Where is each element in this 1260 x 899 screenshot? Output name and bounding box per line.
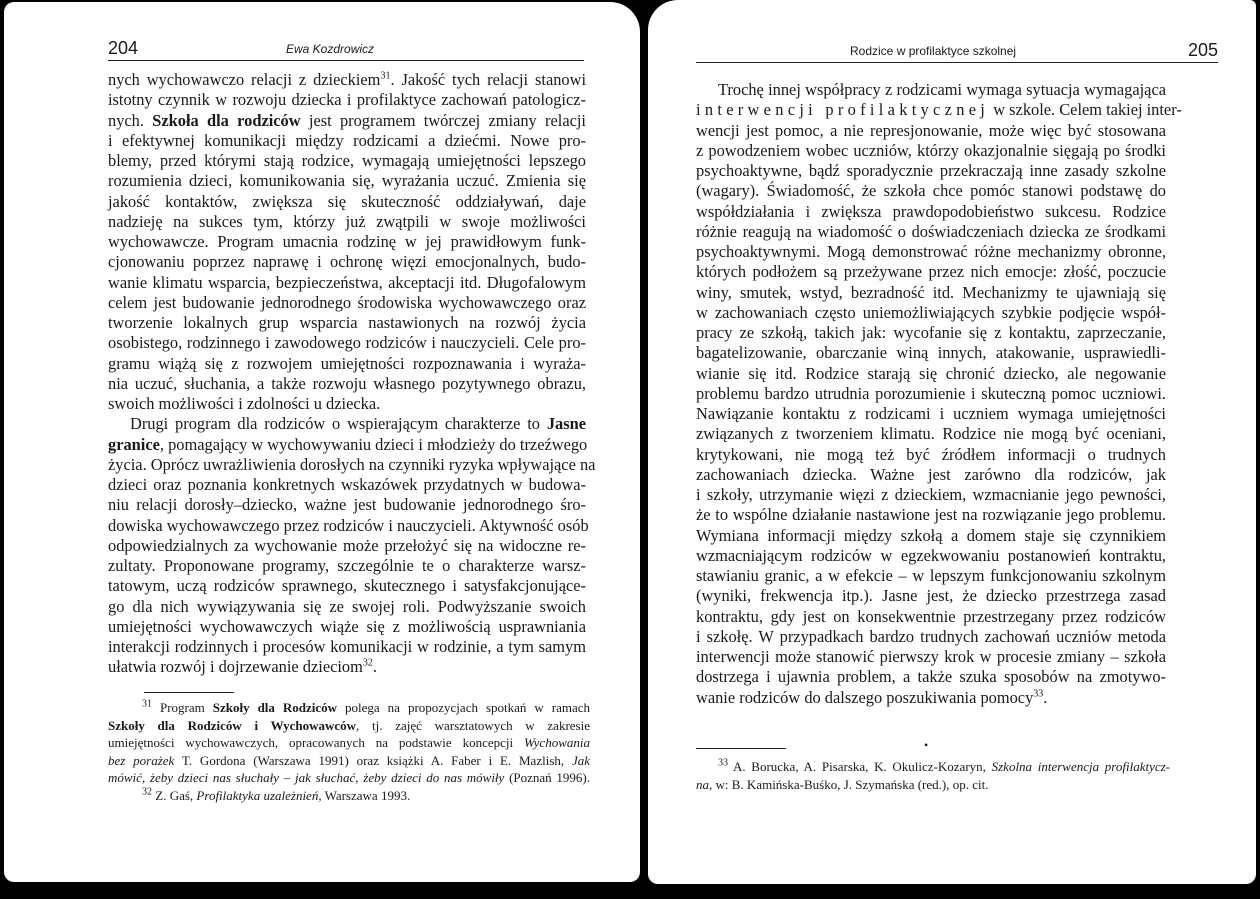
text-line: Nawiązanie kontaktu z rodzicami i uczniem wymaga umiejętności <box>696 404 1166 423</box>
text-line: psychoaktywnymi. Mogą demonstrować różne mechanizmy obronne, <box>696 242 1166 261</box>
text-line: wanie klimatu wsparcia, bezpieczeństwa, akceptacji itd. Długofalowym <box>108 272 586 292</box>
right-page <box>648 0 1256 884</box>
text-line: gramu wiążą się z rozwojem umiejętności rozpoznawania i wyraża- <box>108 353 586 373</box>
separator-mark: • <box>924 738 929 752</box>
text-line: (wyniki, frekwencja itp.). Jasne jest, że dziecko przestrzega zasad <box>696 586 1166 606</box>
text-line: nych wychowawczo relacji z dzieckiem$^{31}$. Jakość tych relacji stanowi <box>108 70 586 89</box>
text-line: psychoaktywne, bądź sporadycznie przekraczają inne zasady szkolne <box>696 161 1166 180</box>
text-line: rozumienia dzieci, komunikowania się, wyrażania uczuć. Zmienia się <box>108 171 586 191</box>
text-line: nych. Szkoła dla rodziców jest programem twórczej zmiany relacji <box>108 110 586 130</box>
text-line: tatowym, uczą rodziców sprawnego, skutecznego i satysfakcjonujące- <box>108 576 586 596</box>
text-line: interwencji może stanowić pierwszy krok w procesie zmiany – szkoła <box>696 647 1166 666</box>
text-line: wzmacniającym rodziców w egzekwowaniu postanowień kontraktu, <box>696 545 1166 565</box>
text-line: niu relacji dorosły–dziecko, ważne jest budowanie jednorodnego śro- <box>108 495 586 515</box>
text-line: związanych z tworzeniem klimatu. Rodzice nie mogą być oceniani, <box>696 424 1166 444</box>
footnote-line: umiejętności wychowawczych, opracowanych na podstawie koncepcji Wychowania <box>108 735 590 750</box>
footnote-rule <box>696 748 786 749</box>
header-rule <box>108 60 584 61</box>
left-header <box>108 38 584 60</box>
footnote-line: $^{32}$ Z. Gaś, Profilaktyka uzależnień, Warszawa 1993. <box>142 786 411 803</box>
text-line: Drugi program dla rodziców o wspierającym charakterze to Jasne <box>130 414 586 434</box>
text-line: zultaty. Proponowane programy, szczególnie te o charakterze warsz- <box>108 556 586 575</box>
text-line: celem jest budowanie jednorodnego środowiska wychowawczego oraz <box>108 292 586 312</box>
text-line: których podłożem są przeżywane przez nich emocje: złość, poczucie <box>696 262 1166 282</box>
footnote-line: $^{33}$ A. Borucka, A. Pisarska, K. Okulicz-Kozaryn, Szkolna interwencja profilaktycz- <box>718 757 1171 774</box>
text-line: nia uczuć, słuchania, a także rozwoju własnego pozytywnego obrazu, <box>108 373 586 393</box>
right-body-text <box>696 80 1182 708</box>
text-line: odpowiedzialnych za wychowanie może przełożyć się na widoczne re- <box>108 535 586 555</box>
footnote-ref: 33 <box>1033 688 1044 700</box>
text-line: Wymiana informacji między szkołą a domem staje się czynnikiem <box>696 525 1166 545</box>
right-footnotes <box>696 758 1170 793</box>
text-line: blemy, przed którymi stają rodzice, wymagają umiejętności lepszego <box>108 151 586 170</box>
text-line: stawianiu granic, a w efekcie – w lepszym funkcjonowaniu szkolnym <box>696 566 1166 585</box>
text-line: umiejętności wychowawczych wiąże się z możliwością usprawniania <box>108 616 586 636</box>
bold-term: Szkoła dla rodziców <box>152 110 301 130</box>
footnote-line: bez porażek T. Gordona (Warszawa 1991) oraz książki A. Faber i E. Mazlish, Jak <box>108 752 591 768</box>
text-line: dzieci oraz poznania konkretnych wskazówek przydatnych w budowa- <box>108 475 586 494</box>
bold-term: granice <box>108 434 160 454</box>
text-line: wychowawcze. Program umacnia rodzinę w jej prawidłowym funk- <box>108 232 586 251</box>
text-line: i szkoły, utrzymanie więzi z dzieckiem, wzmacnianie jego pewności, <box>696 485 1166 504</box>
text-line: ułatwia rozwój i dojrzewanie dzieciom$^{32}$. <box>108 657 377 677</box>
text-line: go dla nich wywiązywania się ze swojej roli. Podwyższanie swoich <box>108 596 586 616</box>
footnote-ref: 31 <box>380 70 391 82</box>
footnote-ref: 32 <box>362 657 373 669</box>
text-line: i efektywnej komunikacji między rodzicami a dziećmi. Nowe pro- <box>108 130 586 150</box>
text-line: interakcji rodzinnych i procesów komunikacji w rodzinie, a tym samym <box>108 637 586 656</box>
running-head: Rodzice w profilaktyce szkolnej <box>850 44 1017 58</box>
text-line: życia. Oprócz uwrażliwienia dorosłych na czynniki ryzyka wpływające na <box>108 454 596 474</box>
text-line: tworzenie lokalnych grup wsparcia nastawionych na rozwój życia <box>108 313 586 332</box>
page-number: 204 <box>108 38 139 58</box>
text-line: swoich możliwości i zdolności u dziecka. <box>108 394 381 413</box>
text-line: w zachowaniach często uniemożliwiających szybkie podjęcie współ- <box>696 302 1166 322</box>
text-line: problemu bardzo utrudnia porozumienie i skuteczną pomoc uczniowi. <box>696 383 1166 403</box>
text-line: kontraktu, gdy jest on konsekwentnie przestrzegany przez rodziców <box>696 606 1166 626</box>
left-footnotes <box>108 699 590 804</box>
text-line: winy, smutek, wstyd, bezradność itd. Mechanizmy te ujawniają się <box>696 282 1166 302</box>
text-line: pracy ze szkołą, takich jak: wycofanie się z kontaktu, zaprzeczanie, <box>696 323 1166 342</box>
text-line: cjonowaniu poprzez naprawę i ochronę więzi emocjonalnych, budo- <box>108 252 586 272</box>
text-line: i szkołę. W przypadkach bardzo trudnych zachowań uczniów metoda <box>696 626 1166 646</box>
footnote-line: mówić, żeby dzieci nas słuchały – jak słuchać, żeby dzieci do nas mówiły (Poznań 1996). <box>108 770 590 785</box>
spaced-term: interwencji profilaktycznej <box>696 100 990 120</box>
right-header <box>696 40 1218 62</box>
text-line: (wagary). Świadomość, że szkoła chce pomóc stanowi podstawę do <box>696 181 1166 201</box>
bold-term: Jasne <box>546 414 586 434</box>
text-line: z powodzeniem wobec uczniów, którzy okazjonalnie sięgają po środki <box>696 140 1166 160</box>
text-line: współdziałania i zwiększa prawdopodobieństwo sukcesu. Rodzice <box>696 201 1166 221</box>
text-line: nadzieję na sukces tym, którzy już zwątpili w swoje możliwości <box>108 211 586 231</box>
footnote-rule <box>144 692 234 693</box>
text-line: wencji jest pomoc, a nie represjonowanie, może więc być stosowana <box>696 120 1166 140</box>
text-line: zachowaniach dziecka. Ważne jest zarówno dla rodziców, jak <box>696 464 1166 484</box>
running-head: Ewa Kozdrowicz <box>286 42 375 56</box>
footnote-line: Szkoły dla Rodziców i Wychowawców, tj. zajęć warsztatowych w zakresie <box>108 717 590 733</box>
page-number: 205 <box>1187 40 1218 60</box>
text-line: granice, pomagający w wychowywaniu dzieci i młodzieży do trzeźwego <box>108 434 588 454</box>
text-line: wanie rodziców do dalszego poszukiwania pomocy$^{33}$. <box>696 687 1048 707</box>
text-line: krytykowani, nie mogą też być źródłem informacji o trudnych <box>696 444 1166 464</box>
text-line: Trochę innej współpracy z rodzicami wymaga sytuacja wymagająca <box>718 80 1166 99</box>
left-body-text <box>108 70 596 678</box>
text-line: dowiska wychowawczego przez rodziców i nauczycieli. Aktywność osób <box>108 515 589 535</box>
header-rule <box>696 62 1218 63</box>
left-page <box>4 2 640 882</box>
text-line: różnie reagują na wiadomość o doświadczeniach dziecka ze środkami <box>696 221 1166 241</box>
footnote-line: $^{31}$ Program Szkoły dla Rodziców polega na propozycjach spotkań w ramach <box>142 698 590 715</box>
text-line: bagatelizowanie, obarczanie winą innych, atakowanie, usprawiedli- <box>696 343 1166 363</box>
text-line: osobistego, rodzinnego i zawodowego rodziców i nauczycieli. Cele pro- <box>108 333 586 353</box>
text-line: interwencji profilaktycznej w szkole. Celem takiej inter- <box>696 100 1182 120</box>
text-line: dostrzega i ujawnia problem, a także szuka sposobów na zmotywo- <box>696 667 1166 687</box>
text-line: że to wspólne działanie nastawione jest na rozwiązanie jego problemu. <box>696 505 1166 525</box>
text-line: jakość kontaktów, zwiększa się skuteczność oddziaływań, daje <box>108 191 586 211</box>
text-line: istotny czynnik w rozwoju dziecka i profilaktyce zachowań patologicz- <box>108 90 586 110</box>
footnote-line: na, w: B. Kamińska-Buśko, J. Szymańska (red.), op. cit. <box>696 776 989 792</box>
text-line: wianie się itd. Rodzice starają się chronić dziecko, ale negowanie <box>696 363 1166 383</box>
